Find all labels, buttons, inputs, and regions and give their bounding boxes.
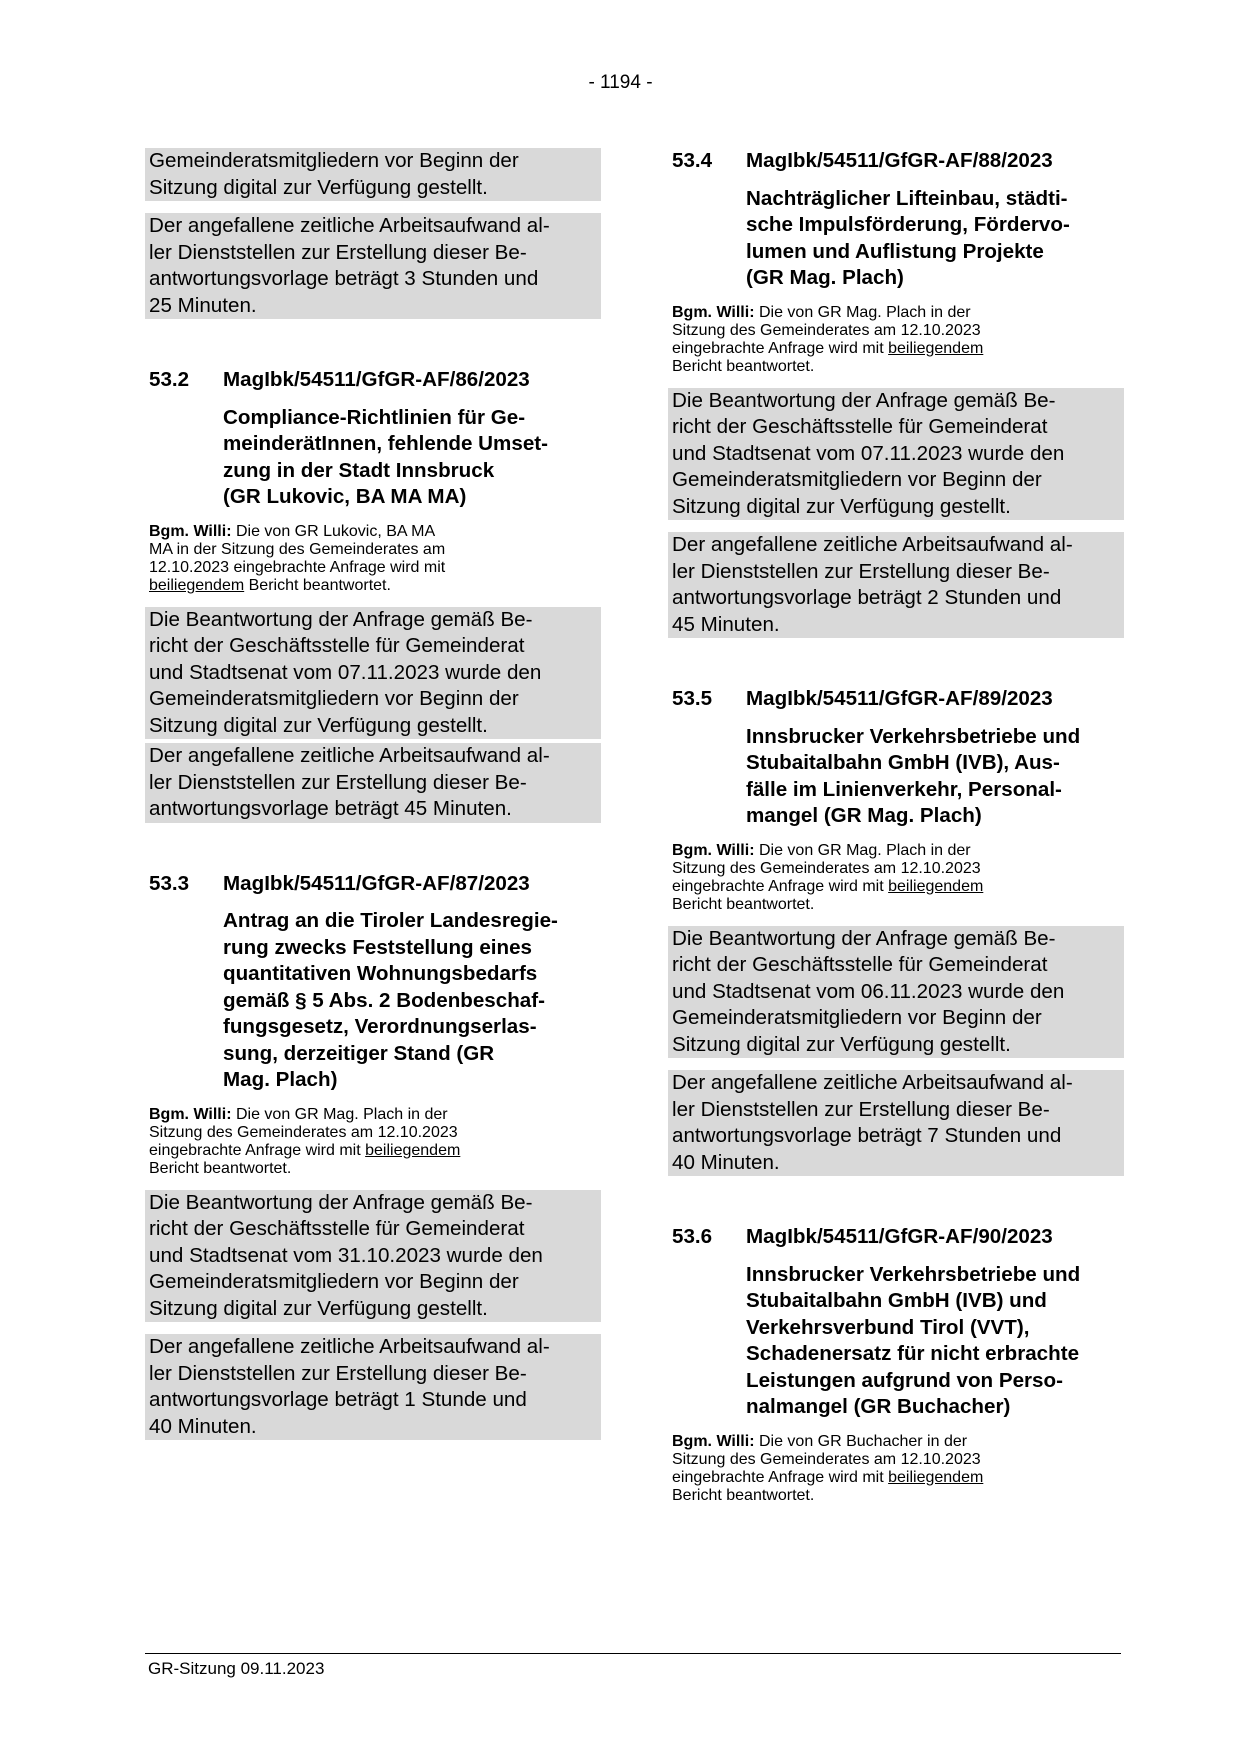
- speaker-paragraph: [145, 523, 601, 595]
- text-line: Sitzung digital zur Verfügung gestellt.: [672, 494, 1011, 518]
- title-line: Leistungen aufgrund von Perso-: [746, 1368, 1063, 1392]
- text-line: antwortungsvorlage beträgt 7 Stunden und: [672, 1124, 1062, 1147]
- title-line: mangel (GR Mag. Plach): [746, 804, 982, 827]
- text-line: Bericht beantwortet.: [672, 357, 815, 375]
- answer-block: [145, 607, 601, 740]
- text-line: und Stadtsenat vom 07.11.2023 wurde den: [149, 660, 542, 684]
- title-line: quantitativen Wohnungsbedarfs: [223, 962, 538, 985]
- text-line: Sitzung des Gemeinderates am 12.10.2023: [672, 859, 981, 877]
- speaker-paragraph: [668, 842, 1124, 914]
- text-fragment: eingebrachte Anfrage wird mit: [672, 877, 889, 895]
- title-line: nalmangel (GR Buchacher): [746, 1395, 1011, 1418]
- section-title: [145, 405, 601, 511]
- text-line: [149, 1142, 598, 1160]
- underlined-word: beiliegendem: [888, 877, 984, 895]
- underlined-word: beiliegendem: [365, 1141, 461, 1159]
- continued-answer-block: [145, 148, 601, 201]
- continued-effort-block: [145, 213, 601, 319]
- speaker-name: Bgm. Willi:: [672, 303, 755, 321]
- text-line: und Stadtsenat vom 31.10.2023 wurde den: [149, 1243, 543, 1267]
- page-number: - 1194 -: [588, 72, 653, 93]
- speaker-paragraph: [668, 1433, 1124, 1505]
- text-line: ler Dienststellen zur Erstellung dieser Be-: [149, 240, 527, 264]
- section-title: [145, 908, 601, 1094]
- section-number: 53.5: [672, 687, 713, 710]
- section-53-2: [145, 367, 601, 823]
- title-line: rung zwecks Feststellung eines: [223, 935, 532, 959]
- text-line: Sitzung digital zur Verfügung gestellt.: [672, 1032, 1011, 1056]
- section-number: 53.2: [149, 368, 190, 391]
- text-line: Der angefallene zeitliche Arbeitsaufwand al-: [149, 214, 550, 237]
- text-line: und Stadtsenat vom 07.11.2023 wurde den: [672, 441, 1065, 465]
- section-reference: MagIbk/54511/GfGR-AF/89/2023: [746, 687, 1053, 710]
- title-line: Mag. Plach): [223, 1068, 338, 1091]
- text-fragment: eingebrachte Anfrage wird mit: [672, 1468, 889, 1486]
- text-line: 40 Minuten.: [149, 1414, 257, 1438]
- text-line: Die Beantwortung der Anfrage gemäß Be-: [672, 926, 1056, 950]
- answer-block: [668, 388, 1124, 521]
- text-line: 45 Minuten.: [672, 612, 780, 636]
- underlined-word: beiliegendem: [149, 576, 245, 594]
- text-line: ler Dienststellen zur Erstellung dieser Be-: [149, 770, 527, 794]
- text-line: Gemeinderatsmitgliedern vor Beginn der: [149, 1270, 519, 1293]
- title-line: Compliance-Richtlinien für Ge-: [223, 405, 526, 429]
- speaker-name: Bgm. Willi:: [149, 1105, 232, 1123]
- section-heading: [145, 871, 601, 898]
- text-line: [149, 523, 598, 541]
- text-line: Die Beantwortung der Anfrage gemäß Be-: [672, 388, 1056, 412]
- text-line: Gemeinderatsmitgliedern vor Beginn der: [672, 468, 1042, 491]
- text-line: richt der Geschäftsstelle für Gemeinderat: [672, 415, 1048, 438]
- effort-block: [668, 1070, 1124, 1176]
- section-title: [668, 724, 1124, 830]
- title-line: (GR Mag. Plach): [746, 266, 904, 289]
- title-line: lumen und Auflistung Projekte: [746, 239, 1044, 263]
- text-line: richt der Geschäftsstelle für Gemeinderat: [149, 1217, 525, 1240]
- answer-block: [668, 926, 1124, 1059]
- effort-block: [145, 743, 601, 823]
- text-fragment: Die von GR Lukovic, BA MA: [231, 522, 436, 540]
- speaker-name: Bgm. Willi:: [672, 841, 755, 859]
- title-line: fälle im Linienverkehr, Personal-: [746, 777, 1062, 801]
- text-line: Der angefallene zeitliche Arbeitsaufwand al-: [149, 1335, 550, 1358]
- text-line: [672, 878, 1121, 896]
- speaker-paragraph: [145, 1106, 601, 1178]
- text-line: richt der Geschäftsstelle für Gemeinderat: [149, 634, 525, 657]
- title-line: meinderätInnen, fehlende Umset-: [223, 432, 548, 455]
- text-line: antwortungsvorlage beträgt 1 Stunde und: [149, 1388, 527, 1411]
- right-column: [668, 148, 1124, 1505]
- underlined-word: beiliegendem: [888, 339, 984, 357]
- answer-block: [145, 1190, 601, 1323]
- text-line: 12.10.2023 eingebrachte Anfrage wird mit: [149, 558, 446, 576]
- text-line: Der angefallene zeitliche Arbeitsaufwand al-: [672, 1071, 1073, 1094]
- title-line: Innsbrucker Verkehrsbetriebe und: [746, 724, 1081, 748]
- section-number: 53.6: [672, 1225, 713, 1248]
- text-line: [672, 304, 1121, 322]
- text-line: antwortungsvorlage beträgt 3 Stunden und: [149, 267, 539, 290]
- section-heading: [668, 1224, 1124, 1251]
- text-line: richt der Geschäftsstelle für Gemeinderat: [672, 953, 1048, 976]
- text-fragment: eingebrachte Anfrage wird mit: [149, 1141, 366, 1159]
- text-line: Gemeinderatsmitgliedern vor Beginn der: [149, 149, 519, 172]
- title-line: fungsgesetz, Verordnungserlas-: [223, 1015, 537, 1038]
- text-line: [672, 1433, 1121, 1451]
- section-reference: MagIbk/54511/GfGR-AF/88/2023: [746, 149, 1053, 172]
- section-title: [668, 186, 1124, 292]
- text-line: [672, 340, 1121, 358]
- title-line: Verkehrsverbund Tirol (VVT),: [746, 1315, 1030, 1339]
- title-line: gemäß § 5 Abs. 2 Bodenbeschaf-: [223, 988, 545, 1012]
- title-line: zung in der Stadt Innsbruck: [223, 458, 495, 482]
- text-line: Die Beantwortung der Anfrage gemäß Be-: [149, 607, 533, 631]
- speaker-name: Bgm. Willi:: [672, 1432, 755, 1450]
- section-number: 53.4: [672, 149, 713, 172]
- text-line: Bericht beantwortet.: [149, 1159, 292, 1177]
- text-fragment: Die von GR Mag. Plach in der: [754, 841, 971, 859]
- text-line: Gemeinderatsmitgliedern vor Beginn der: [672, 1006, 1042, 1029]
- text-line: ler Dienststellen zur Erstellung dieser Be-: [672, 559, 1050, 583]
- title-line: Stubaitalbahn GmbH (IVB) und: [746, 1289, 1047, 1312]
- text-line: Gemeinderatsmitgliedern vor Beginn der: [149, 687, 519, 710]
- title-line: Stubaitalbahn GmbH (IVB), Aus-: [746, 751, 1060, 774]
- text-line: Sitzung digital zur Verfügung gestellt.: [149, 1296, 488, 1320]
- text-line: Sitzung des Gemeinderates am 12.10.2023: [672, 321, 981, 339]
- section-title: [668, 1262, 1124, 1421]
- footer-divider: [145, 1653, 1121, 1654]
- text-fragment: Bericht beantwortet.: [244, 576, 391, 594]
- text-fragment: Die von GR Mag. Plach in der: [231, 1105, 448, 1123]
- title-line: Schadenersatz für nicht erbrachte: [746, 1342, 1080, 1365]
- text-line: ler Dienststellen zur Erstellung dieser Be-: [149, 1361, 527, 1385]
- text-line: 40 Minuten.: [672, 1150, 780, 1174]
- text-line: 25 Minuten.: [149, 293, 257, 317]
- section-reference: MagIbk/54511/GfGR-AF/86/2023: [223, 368, 530, 391]
- speaker-paragraph: [668, 304, 1124, 376]
- speaker-name: Bgm. Willi:: [149, 522, 232, 540]
- text-line: Sitzung des Gemeinderates am 12.10.2023: [672, 1450, 981, 1468]
- title-line: sche Impulsförderung, Fördervo-: [746, 213, 1070, 236]
- text-line: [149, 1106, 598, 1124]
- underlined-word: beiliegendem: [888, 1468, 984, 1486]
- text-line: Sitzung digital zur Verfügung gestellt.: [149, 175, 488, 199]
- footer-text: GR-Sitzung 09.11.2023: [148, 1659, 325, 1678]
- section-53-3: [145, 871, 601, 1441]
- title-line: (GR Lukovic, BA MA MA): [223, 485, 467, 508]
- text-line: und Stadtsenat vom 06.11.2023 wurde den: [672, 979, 1065, 1003]
- text-line: [149, 577, 598, 595]
- text-line: antwortungsvorlage beträgt 2 Stunden und: [672, 586, 1062, 609]
- section-heading: [668, 148, 1124, 175]
- section-reference: MagIbk/54511/GfGR-AF/87/2023: [223, 871, 530, 895]
- section-number: 53.3: [149, 871, 190, 895]
- text-fragment: Die von GR Buchacher in der: [754, 1432, 968, 1450]
- section-heading: [668, 686, 1124, 713]
- text-line: Sitzung digital zur Verfügung gestellt.: [149, 713, 488, 737]
- section-53-4: [668, 148, 1124, 638]
- section-53-5: [668, 686, 1124, 1176]
- text-line: [672, 842, 1121, 860]
- section-heading: [145, 367, 601, 394]
- left-column: [145, 148, 601, 1440]
- text-line: Bericht beantwortet.: [672, 895, 815, 913]
- text-line: Sitzung des Gemeinderates am 12.10.2023: [149, 1123, 458, 1141]
- section-reference: MagIbk/54511/GfGR-AF/90/2023: [746, 1225, 1053, 1248]
- text-fragment: eingebrachte Anfrage wird mit: [672, 339, 889, 357]
- text-line: Der angefallene zeitliche Arbeitsaufwand al-: [672, 533, 1073, 556]
- text-fragment: Die von GR Mag. Plach in der: [754, 303, 971, 321]
- text-line: antwortungsvorlage beträgt 45 Minuten.: [149, 797, 512, 820]
- effort-block: [668, 532, 1124, 638]
- title-line: sung, derzeitiger Stand (GR: [223, 1041, 495, 1065]
- effort-block: [145, 1334, 601, 1440]
- text-line: Bericht beantwortet.: [672, 1486, 815, 1504]
- text-line: Der angefallene zeitliche Arbeitsaufwand al-: [149, 744, 550, 767]
- text-line: Die Beantwortung der Anfrage gemäß Be-: [149, 1190, 533, 1214]
- text-line: [672, 1469, 1121, 1487]
- title-line: Antrag an die Tiroler Landesregie-: [223, 909, 558, 932]
- title-line: Innsbrucker Verkehrsbetriebe und: [746, 1262, 1081, 1286]
- text-line: MA in der Sitzung des Gemeinderates am: [149, 540, 446, 558]
- text-line: ler Dienststellen zur Erstellung dieser Be-: [672, 1097, 1050, 1121]
- title-line: Nachträglicher Lifteinbau, städti-: [746, 186, 1068, 210]
- section-53-6: [668, 1224, 1124, 1505]
